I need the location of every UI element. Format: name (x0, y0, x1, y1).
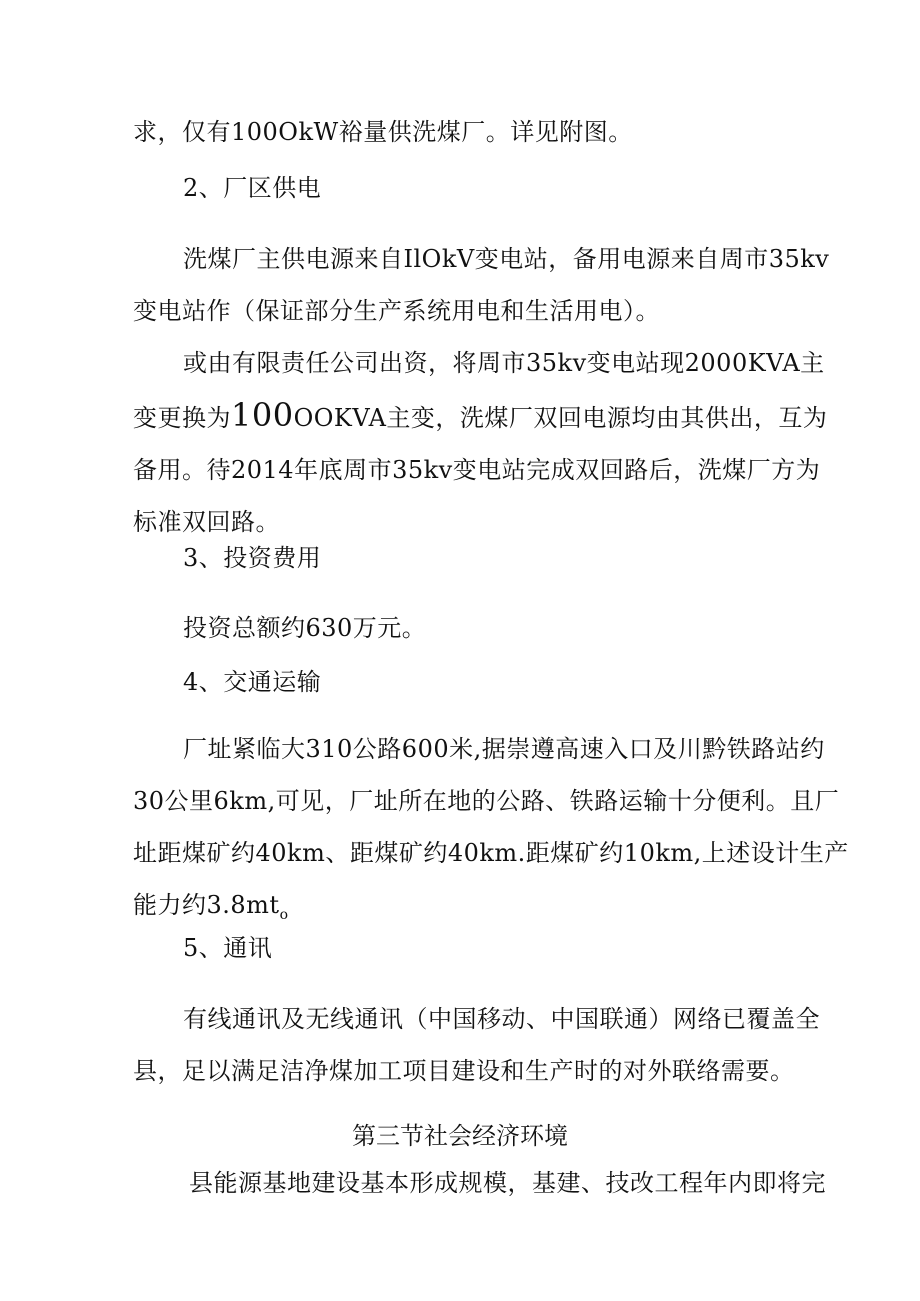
text-segment: 能力约3.8mt (133, 891, 280, 919)
paragraph-socioeconomic (133, 1157, 826, 1209)
text-line: 求，仅有100OkW裕量供洗煤厂。详见附图。 (133, 118, 633, 146)
paragraph-transportation (133, 723, 849, 941)
text-line: 县能源基地建设基本形成规模，基建、技改工程年内即将完 (189, 1169, 826, 1197)
paragraph-investment-total (133, 602, 793, 654)
text-line: 备用。待2014年底周市35kv变电站完成双回路后，洗煤厂方为 (133, 456, 821, 484)
text-line: 厂址紧临大310公路600米,据崇遵高速入口及川黔铁路站约 (183, 735, 825, 763)
heading-investment-cost: 3、投资费用 (183, 544, 322, 572)
paragraph-power-sources (133, 233, 830, 337)
text-line: 变电站作（保证部分生产系统用电和生活用电）。 (133, 297, 660, 325)
text-segment: 变更换为 (133, 404, 231, 432)
text-line (133, 389, 828, 444)
text-line: 址距煤矿约40km、距煤矿约40km.距煤矿约10km,上述设计生产 (133, 839, 849, 867)
text-line: 投资总额约630万元。 (183, 614, 427, 642)
heading-plant-power-supply: 2、厂区供电 (183, 174, 322, 202)
section-title: 第三节社会经济环境 (352, 1122, 568, 1150)
text-segment-large: 100 (231, 396, 294, 434)
text-segment: OOKVA主变，洗煤厂双回电源均由其供出，互为 (293, 404, 828, 432)
paragraph-power-surplus (133, 106, 793, 158)
text-line: 县，足以满足洁净煤加工项目建设和生产时的对外联络需要。 (133, 1057, 795, 1085)
paragraph-investment-upgrade (133, 337, 828, 548)
text-line: 洗煤厂主供电源来自IlOkV变电站，备用电源来自周市35kv (183, 245, 830, 273)
heading-transportation: 4、交通运输 (183, 668, 322, 696)
text-line: 30公里6km,可见，厂址所在地的公路、铁路运输十分便利。且厂 (133, 787, 840, 815)
text-subscript: o (279, 907, 289, 923)
text-line: 有线通讯及无线通讯（中国移动、中国联通）网络已覆盖全 (183, 1005, 820, 1033)
paragraph-communication (133, 993, 820, 1097)
text-line: 标准双回路。 (133, 508, 280, 536)
heading-communication: 5、通讯 (183, 934, 273, 962)
text-line: 或由有限责任公司出资，将周市35kv变电站现2000KVA主 (183, 349, 825, 377)
